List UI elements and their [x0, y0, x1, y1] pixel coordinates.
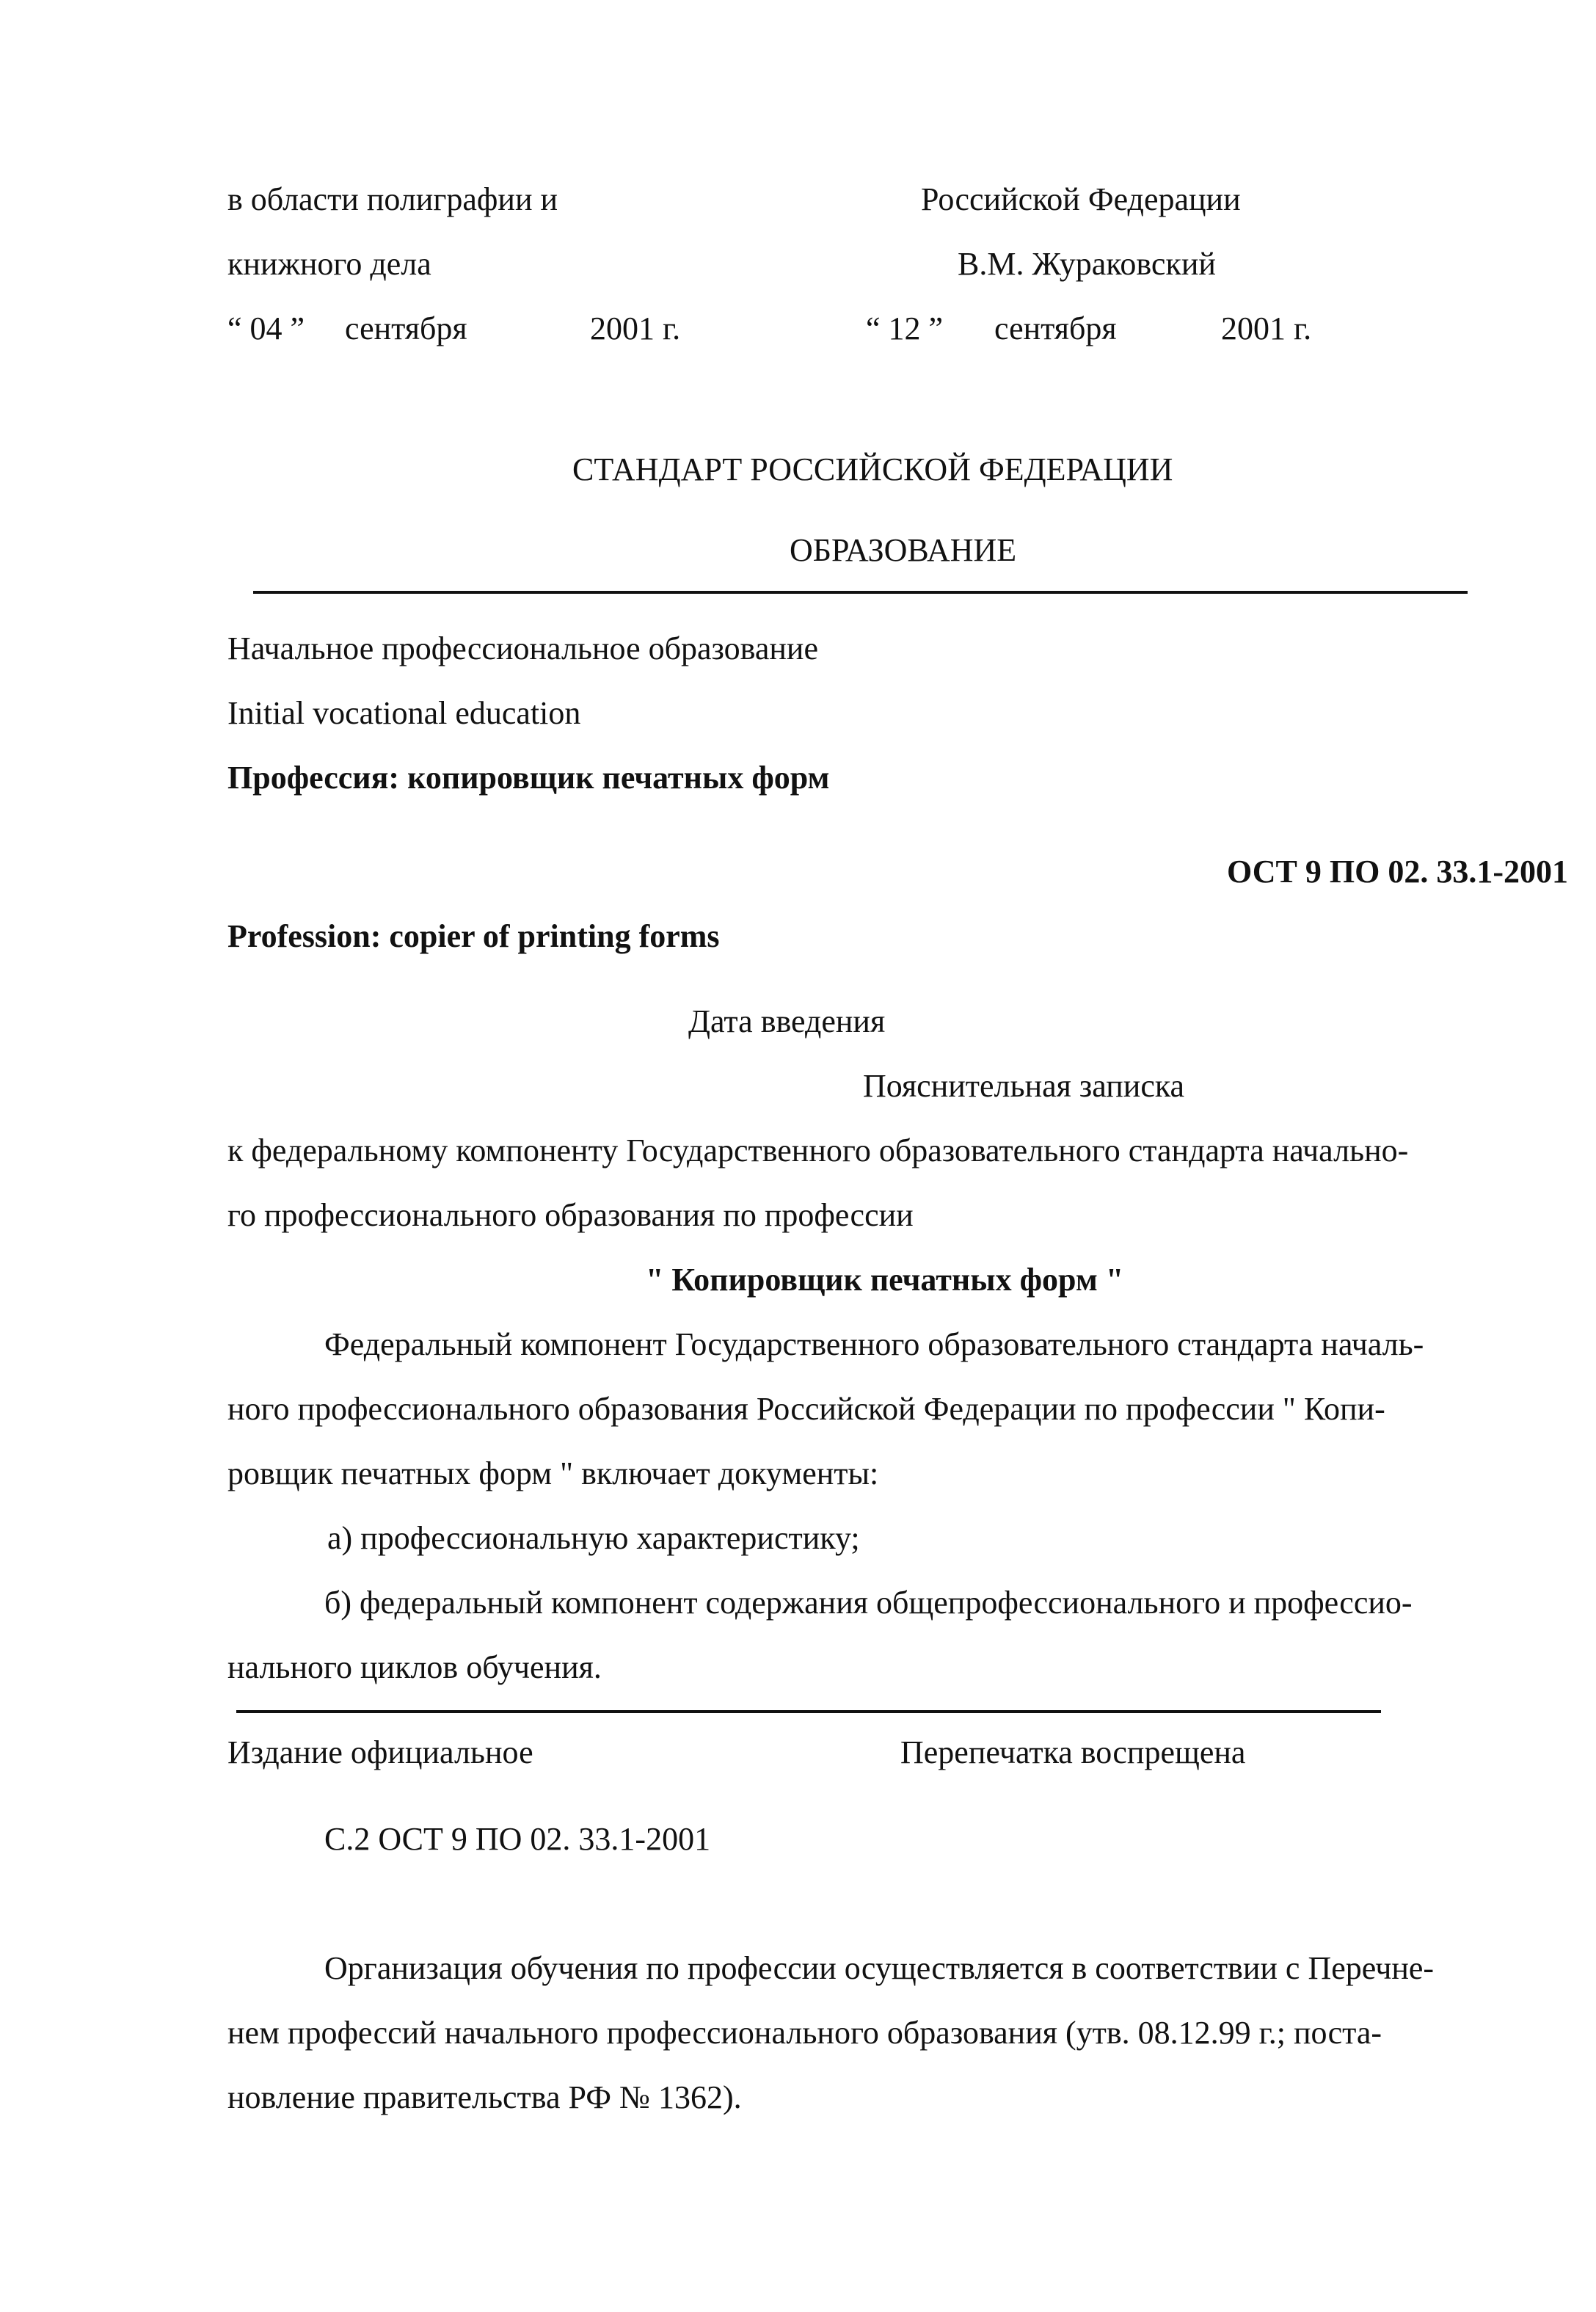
page2-line-1: Организация обучения по профессии осуществляется в соответствии с Перечне-: [324, 1950, 1435, 1986]
approval-left-month: сентября: [345, 310, 467, 346]
footer-rule: [236, 1710, 1381, 1713]
paragraph-1-line-2: ного профессионального образования Российской Федерации по профессии " Копи-: [227, 1391, 1385, 1427]
classification-ru: Начальное профессиональное образование: [227, 630, 818, 666]
list-item-b-line-1: б) федеральный компонент содержания общепрофессионального и профессио-: [324, 1585, 1413, 1621]
approval-right-day: “ 12 ”: [866, 310, 944, 346]
approval-right-year: 2001 г.: [1221, 310, 1312, 346]
standard-code: ОСТ 9 ПО 02. 33.1-2001: [1227, 854, 1568, 890]
note-profession-title: " Копировщик печатных форм ": [646, 1262, 1124, 1298]
approval-right-month: сентября: [994, 310, 1117, 346]
standard-subtitle: ОБРАЗОВАНИЕ: [790, 532, 1017, 568]
approval-left-year: 2001 г.: [590, 310, 681, 346]
note-line-2: го профессионального образования по профессии: [227, 1197, 914, 1233]
header-rule: [253, 591, 1468, 594]
edition-official: Издание официальное: [227, 1734, 533, 1770]
approval-left-day: “ 04 ”: [227, 310, 305, 346]
standard-title: СТАНДАРТ РОССИЙСКОЙ ФЕДЕРАЦИИ: [572, 451, 1173, 487]
page2-line-2: нем профессий начального профессионального образования (утв. 08.12.99 г.; поста-: [227, 2015, 1382, 2051]
paragraph-1-line-1: Федеральный компонент Государственного образовательного стандарта началь-: [324, 1326, 1424, 1362]
profession-ru: Профессия: копировщик печатных форм: [227, 760, 830, 796]
list-item-b-line-2: нального циклов обучения.: [227, 1649, 602, 1685]
approval-right-line1: Российской Федерации: [921, 181, 1241, 217]
reprint-notice: Перепечатка воспрещена: [900, 1734, 1246, 1770]
running-head: С.2 ОСТ 9 ПО 02. 33.1-2001: [324, 1821, 711, 1857]
paragraph-1-line-3: ровщик печатных форм " включает документы:: [227, 1455, 879, 1491]
list-item-a: а) профессиональную характеристику;: [327, 1520, 860, 1556]
page2-line-3: новление правительства РФ № 1362).: [227, 2079, 742, 2115]
profession-en: Profession: copier of printing forms: [227, 918, 720, 954]
approval-right-signatory: В.М. Жураковский: [958, 246, 1216, 282]
approval-left-line2: книжного дела: [227, 246, 431, 282]
intro-date-label: Дата введения: [688, 1003, 886, 1039]
approval-left-line1: в области полиграфии и: [227, 181, 558, 217]
classification-en: Initial vocational education: [227, 695, 581, 731]
note-line-1: к федеральному компоненту Государственного образовательного стандарта начально-: [227, 1133, 1409, 1168]
note-heading: Пояснительная записка: [863, 1068, 1185, 1104]
